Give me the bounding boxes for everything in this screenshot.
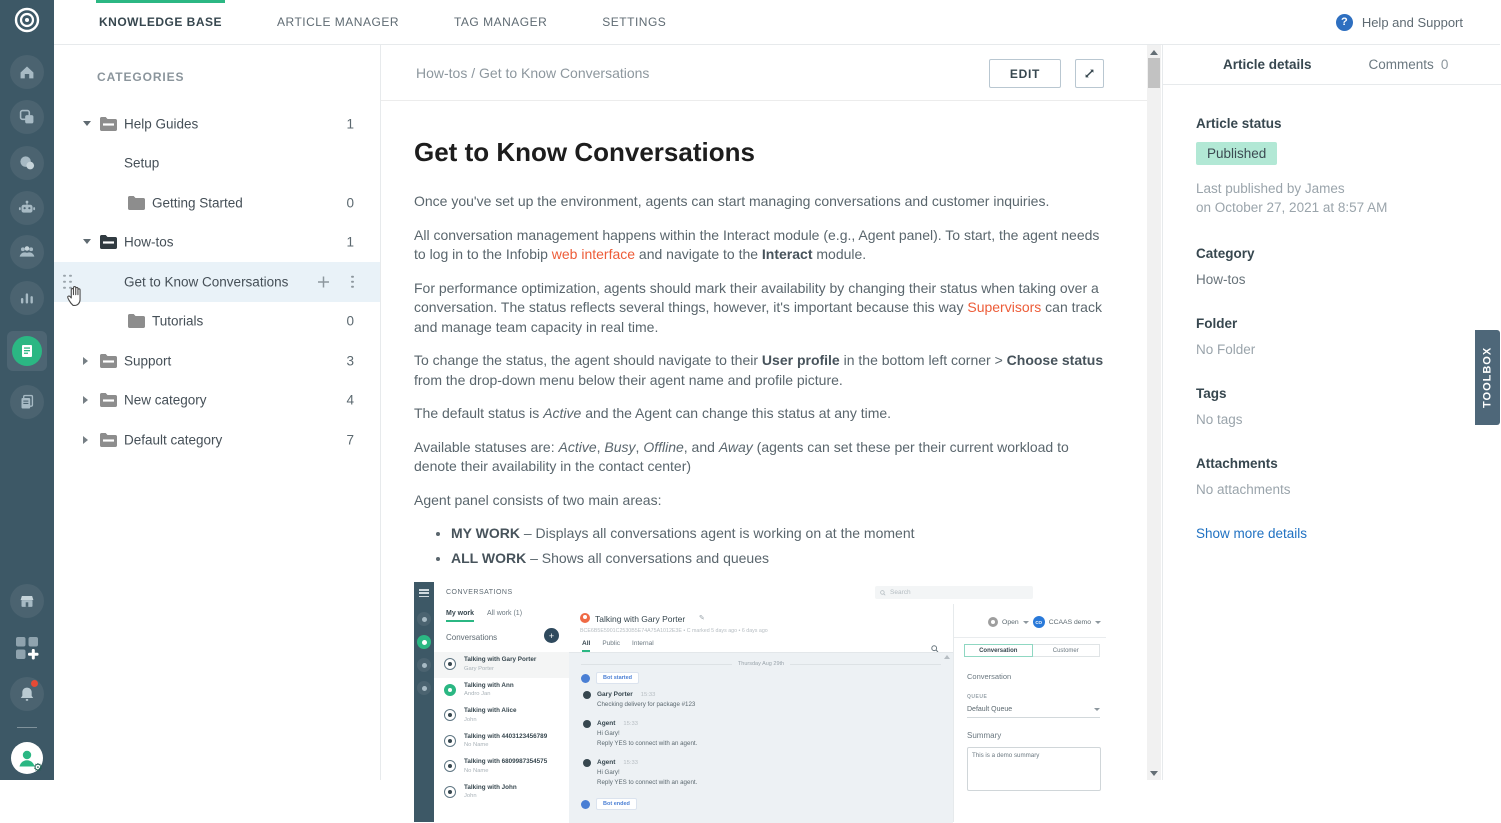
shot-date-divider: Thursday Aug 29th <box>737 661 785 667</box>
category-count: 7 <box>346 432 354 448</box>
shot-conversation-subtitle: No Name <box>464 742 489 748</box>
folder-open-icon <box>100 117 117 131</box>
shot-conversation-item <box>434 754 569 780</box>
categories-title: CATEGORIES <box>97 70 185 84</box>
category-label: Getting Started <box>152 195 243 211</box>
category-label: How-tos <box>124 234 174 250</box>
shot-message-author: Gary Porter 15:33 <box>597 691 656 698</box>
details-value: No tags <box>1196 412 1243 427</box>
marketplace-icon[interactable] <box>10 584 44 618</box>
chevron-down-icon <box>1023 621 1029 624</box>
bot-icon <box>581 800 590 809</box>
infobip-logo-icon[interactable] <box>11 4 43 36</box>
details-value: How-tos <box>1196 272 1246 287</box>
shot-queue-value: Default Queue <box>967 706 1013 713</box>
article-paragraph: To change the status, the agent should navigate to their User profile in the bottom left corner > Choose status from the drop-down menu below their agent name and profile picture. <box>414 352 1104 388</box>
category-count: 1 <box>346 116 354 132</box>
details-label: Attachments <box>1196 456 1278 471</box>
shot-message <box>583 720 953 747</box>
shot-account-name: CCAAS demo <box>1048 618 1091 626</box>
category-count: 3 <box>346 353 354 369</box>
article-list <box>414 524 1109 568</box>
article-paragraph: Once you've set up the environment, agents can start managing conversations and customer inquiries. <box>414 193 1050 209</box>
shot-message-text: Hi Gary! <box>597 730 620 737</box>
shot-tab-all-work: All work (1) <box>487 610 523 617</box>
shot-message-author: Agent 15:33 <box>597 720 638 727</box>
shot-conversation-subtitle: No Name <box>464 767 489 774</box>
shot-conversation-item <box>434 780 569 806</box>
article-link[interactable]: Supervisors <box>967 299 1042 315</box>
category-row-default-category[interactable] <box>54 420 380 460</box>
category-row-help-guides[interactable] <box>54 104 380 144</box>
help-label: Help and Support <box>1361 14 1463 30</box>
chevron-down-icon <box>1094 708 1100 711</box>
home-icon[interactable] <box>10 55 44 89</box>
shot-scroll-up-icon <box>944 655 950 659</box>
shot-channel-avatar-icon <box>444 684 456 696</box>
article-paragraph: The default status is Active and the Agent can change this status at any time. <box>414 405 892 421</box>
article-body <box>414 192 1109 568</box>
drag-handle-icon[interactable] <box>63 275 72 290</box>
category-label: Setup <box>124 155 160 171</box>
article-paragraph: For performance optimization, agents should mark their availability by changing their status when taking over a conversation. The status reflects several things, however, it's important because this way Supervisors can track and manage team capacity in real time. <box>414 279 1102 335</box>
shot-message-text: Hi Gary! <box>597 769 620 776</box>
modules-icon[interactable] <box>10 100 44 134</box>
article-details-panel <box>1162 45 1501 780</box>
shot-thread-panel <box>569 604 953 822</box>
scroll-down-arrow[interactable] <box>1147 766 1161 780</box>
articles-icon[interactable] <box>10 385 44 419</box>
shot-tab-conversation: Conversation <box>964 644 1033 657</box>
conversations-icon[interactable] <box>10 146 44 180</box>
rail-divider <box>17 727 37 728</box>
shot-message-area <box>569 652 953 823</box>
notifications-icon[interactable] <box>10 677 44 711</box>
scroll-up-arrow[interactable] <box>1147 45 1161 59</box>
caret-right-icon[interactable] <box>83 396 88 404</box>
article-link[interactable]: web interface <box>551 246 636 262</box>
shot-channel-avatar-icon <box>444 786 456 798</box>
shot-rail-icon-active <box>417 635 431 649</box>
article-paragraph: All conversation management happens within the Interact module (e.g., Agent panel). To start, the agent needs to log in to the Infobip web interface and navigate to the Interact module. <box>414 226 1100 262</box>
category-row-get-to-know-conversations[interactable] <box>54 262 380 302</box>
shot-message-avatar-icon <box>583 691 591 699</box>
shot-conversation-subtitle: Andro Jan <box>464 691 491 697</box>
category-label: Help Guides <box>124 116 199 132</box>
details-value: No attachments <box>1196 482 1291 497</box>
tab-settings[interactable]: SETTINGS <box>602 15 667 29</box>
article-list-item: • MY WORK – Displays all conversations agent is working on at the moment <box>451 524 1109 544</box>
tab-article-details[interactable]: Article details <box>1223 57 1312 72</box>
shot-status-icon <box>988 617 998 627</box>
shot-app-title: CONVERSATIONS <box>446 589 513 596</box>
shot-section-label: Conversation <box>967 672 1012 681</box>
shot-message-time: 15:33 <box>623 760 638 766</box>
shot-tab-customer: Customer <box>1033 644 1101 657</box>
expand-button[interactable] <box>1075 59 1104 88</box>
shot-bot-ended-chip: Bot ended <box>596 798 637 810</box>
shot-thread-title: Talking with Gary Porter <box>595 614 686 624</box>
category-label: Support <box>124 353 172 369</box>
chatbot-icon[interactable] <box>10 191 44 225</box>
details-value: No Folder <box>1196 342 1256 357</box>
shot-rail-icon <box>417 612 431 626</box>
category-label: New category <box>124 392 207 408</box>
shot-conversation-subtitle: John <box>464 716 477 723</box>
shot-channel-avatar-icon <box>444 658 456 670</box>
analytics-icon[interactable] <box>10 281 44 315</box>
shot-conversation-title: Talking with John <box>464 783 517 791</box>
bot-icon <box>581 674 590 683</box>
shot-summary-textarea: This is a demo summary <box>967 747 1101 791</box>
folder-icon <box>128 196 145 210</box>
details-section-tags <box>1196 386 1481 427</box>
category-label: Default category <box>124 432 223 448</box>
folder-open-icon <box>100 393 117 407</box>
category-count: 0 <box>346 313 354 329</box>
category-row-how-tos[interactable] <box>54 223 380 263</box>
category-row-setup[interactable] <box>54 144 380 184</box>
shot-tab-public: Public <box>602 640 621 647</box>
article-paragraph: Available statuses are: Active, Busy, Offline, and Away (agents can set these per their current workload to denote their availability in the contact center) <box>414 438 1069 474</box>
shot-rail-icon <box>417 658 431 672</box>
notification-badge <box>31 680 38 687</box>
shot-conversation-title: Talking with Gary Porter <box>464 656 537 663</box>
shot-conversation-item <box>434 678 569 704</box>
category-label: Get to Know Conversations <box>124 274 289 290</box>
shot-conversation-item <box>434 703 569 729</box>
shot-message-text: Reply YES to connect with an agent. <box>597 740 698 747</box>
details-label: Folder <box>1196 316 1238 331</box>
app-rail <box>0 0 54 780</box>
toolbox-tab[interactable]: TOOLBOX <box>1475 330 1500 425</box>
category-label: Tutorials <box>152 313 204 329</box>
details-muted-line: on October 27, 2021 at 8:57 AM <box>1196 200 1388 215</box>
shot-tab-my-work: My work <box>446 610 474 622</box>
top-navigation <box>54 0 1500 45</box>
category-count: 1 <box>346 234 354 250</box>
tab-comments[interactable]: Comments 0 <box>1368 57 1449 72</box>
details-label: Tags <box>1196 386 1227 401</box>
shot-tab-all: All <box>582 640 590 652</box>
shot-account-avatar: CO <box>1033 616 1045 628</box>
categories-sidebar <box>54 45 381 780</box>
search-icon <box>880 590 886 596</box>
shot-conversation-title: Talking with Ann <box>464 681 514 689</box>
shot-message-text: Reply YES to connect with an agent. <box>597 779 698 786</box>
category-count: 4 <box>346 392 354 408</box>
details-label: Article status <box>1196 116 1282 131</box>
shot-message-avatar-icon <box>583 759 591 767</box>
shot-conversation-title: Talking with 6809987354575 <box>464 758 548 765</box>
shot-topbar <box>434 582 1106 605</box>
shot-rail-icon <box>417 681 431 695</box>
shot-channel-avatar-icon <box>444 760 456 772</box>
status-badge: Published <box>1196 142 1277 165</box>
shot-list-header: Conversations <box>446 633 498 642</box>
avatar-gear-icon: ⚙ <box>33 762 43 774</box>
caret-down-icon[interactable] <box>83 239 91 244</box>
shot-channel-avatar-icon <box>444 709 456 721</box>
edit-button[interactable]: EDIT <box>989 59 1061 88</box>
caret-down-icon[interactable] <box>83 121 91 126</box>
shot-message <box>583 759 953 786</box>
help-and-support[interactable] <box>1336 14 1463 31</box>
add-article-icon[interactable] <box>317 275 330 288</box>
folder-open-icon <box>100 354 117 368</box>
shot-search-input: Search <box>875 586 1033 599</box>
shot-message-time: 15:33 <box>623 721 638 727</box>
chevron-down-icon <box>1095 621 1101 624</box>
shot-conversation-item <box>434 652 569 678</box>
shot-channel-avatar-icon <box>444 735 456 747</box>
details-section-article-status <box>1196 116 1481 217</box>
categories-tree <box>54 104 380 460</box>
shot-conversation-subtitle: John <box>464 793 477 799</box>
category-row-tutorials[interactable] <box>54 302 380 342</box>
shot-tab-internal: Internal <box>632 640 654 647</box>
shot-message-time: 15:33 <box>640 692 656 698</box>
details-muted-line: Last published by James <box>1196 181 1345 196</box>
article-list-item: • ALL WORK – Shows all conversations and queues <box>451 549 1109 569</box>
apps-grid-icon[interactable] <box>13 634 41 662</box>
shot-message <box>583 691 953 708</box>
details-section-category <box>1196 246 1481 287</box>
shot-conversation-subtitle: Gary Porter <box>464 665 494 672</box>
shot-add-conversation-icon: + <box>544 628 559 643</box>
embedded-screenshot-image <box>414 582 1106 822</box>
category-row-support[interactable] <box>54 341 380 381</box>
shot-message-text: Checking delivery for package #123 <box>597 701 696 708</box>
main-scrollbar[interactable] <box>1147 45 1161 780</box>
folder-icon <box>128 314 145 328</box>
comments-count: 0 <box>1440 57 1449 72</box>
people-icon[interactable] <box>10 235 44 269</box>
caret-right-icon[interactable] <box>83 357 88 365</box>
caret-right-icon[interactable] <box>83 436 88 444</box>
shot-message-author: Agent 15:33 <box>597 759 638 766</box>
article-title: Get to Know Conversations <box>414 137 755 167</box>
shot-context-panel <box>953 604 1106 822</box>
shot-conversation-item <box>434 729 569 755</box>
details-section-attachments <box>1196 456 1481 497</box>
shot-conversation-title: Talking with Alice <box>464 707 517 714</box>
folder-open-dark-icon <box>100 235 117 249</box>
article-paragraph: Agent panel consists of two main areas: <box>414 491 662 508</box>
more-options-icon[interactable] <box>351 276 354 289</box>
details-tabs <box>1163 45 1501 85</box>
shot-summary-label: Summary <box>967 731 1002 740</box>
category-row-getting-started[interactable] <box>54 183 380 223</box>
shot-queue-label: QUEUE <box>967 694 988 700</box>
tab-knowledge-base[interactable]: KNOWLEDGE BASE <box>96 0 225 44</box>
shot-app-rail <box>414 582 434 822</box>
category-row-new-category[interactable] <box>54 381 380 421</box>
shot-bot-started-chip: Bot started <box>596 672 639 684</box>
shot-conversation-title: Talking with 4403123456789 <box>464 732 548 740</box>
details-sections <box>1196 116 1481 497</box>
article-header <box>381 45 1147 101</box>
shot-conversation-list-panel <box>434 604 570 822</box>
details-label: Category <box>1196 246 1255 261</box>
tab-article-manager[interactable]: ARTICLE MANAGER <box>277 15 399 29</box>
tab-tag-manager[interactable]: TAG MANAGER <box>453 15 548 29</box>
article-view <box>381 101 1147 807</box>
shot-contact-icon <box>580 613 590 623</box>
show-more-details-link[interactable]: Show more details <box>1196 526 1308 541</box>
shot-status-value: Open <box>1002 618 1019 626</box>
scrollbar-thumb[interactable] <box>1148 58 1160 88</box>
shot-edit-icon: ✎ <box>699 615 705 622</box>
details-section-folder <box>1196 316 1481 357</box>
shot-message-avatar-icon <box>583 720 591 728</box>
category-count: 0 <box>346 195 354 211</box>
shot-thread-meta: BCE6B5E5901C2530B5E74A75A1012E3E • C marked 5 days ago • 6 days ago <box>580 628 768 634</box>
knowledge-base-icon[interactable] <box>7 331 47 371</box>
shot-menu-icon <box>419 589 429 597</box>
folder-open-icon <box>100 433 117 447</box>
help-icon: ? <box>1336 14 1353 31</box>
breadcrumb: How-tos / Get to Know Conversations <box>416 64 650 81</box>
